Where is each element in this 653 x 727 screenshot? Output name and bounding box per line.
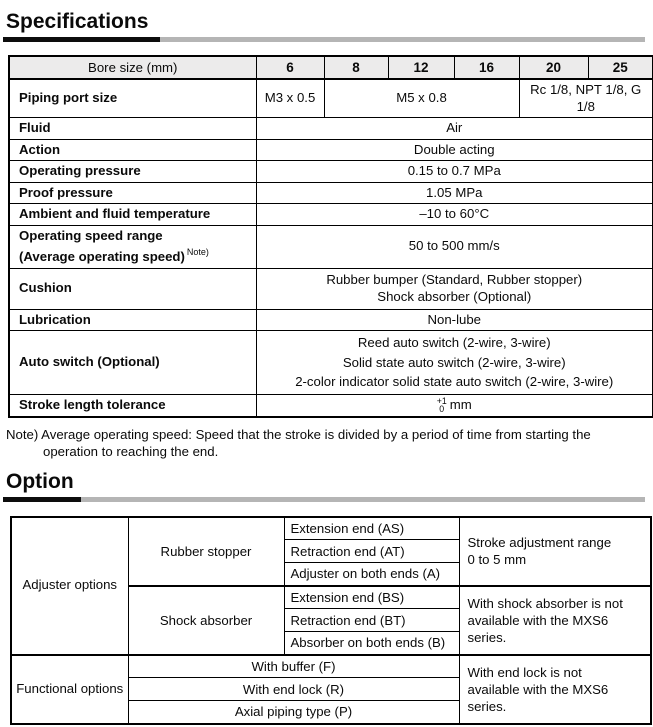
tolerance-stack: +1 0 xyxy=(436,395,447,415)
option-row xyxy=(11,655,651,678)
bore-size-25: 25 xyxy=(588,56,653,79)
tolerance-unit: mm xyxy=(449,396,472,412)
option-row xyxy=(11,517,651,540)
option-item: Adjuster on both ends (A) xyxy=(284,563,459,586)
option-item: Retraction end (BT) xyxy=(284,609,459,632)
temperature-row xyxy=(9,204,653,226)
option-item: With buffer (F) xyxy=(128,655,459,678)
operating-pressure-label: Operating pressure xyxy=(9,161,256,183)
lubrication-value: Non-lube xyxy=(256,309,653,331)
proof-pressure-row xyxy=(9,182,653,204)
bore-size-label: Bore size (mm) xyxy=(9,56,256,79)
lubrication-row xyxy=(9,309,653,331)
temperature-label: Ambient and fluid temperature xyxy=(9,204,256,226)
action-value: Double acting xyxy=(256,139,653,161)
spec-footnote-line1: Note) Average operating speed: Speed that the stroke is divided by a period of time from starting the xyxy=(6,426,591,442)
option-item: With end lock (R) xyxy=(128,678,459,701)
shock-absorber-note-cell: With shock absorber is not available with the MXS6 series. xyxy=(459,586,651,655)
piping-port-size-bore20-25: Rc 1/8, NPT 1/8, G 1/8 xyxy=(519,79,653,118)
stroke-tolerance-row xyxy=(9,394,653,417)
operating-speed-label-line2: (Average operating speed) $^{Note)}$ xyxy=(19,247,209,264)
bore-size-6: 6 xyxy=(256,56,324,79)
auto-switch-value: Reed auto switch (2-wire, 3-wire) Solid state auto switch (2-wire, 3-wire) 2-color indicator solid state auto switch (2-wire, 3-wire) xyxy=(256,331,653,395)
cushion-label: Cushion xyxy=(9,268,256,309)
shock-absorber-cell: Shock absorber xyxy=(128,586,284,655)
fluid-value: Air xyxy=(256,118,653,140)
option-item: Retraction end (AT) xyxy=(284,540,459,563)
bore-size-20: 20 xyxy=(519,56,588,79)
stroke-tolerance-label: Stroke length tolerance xyxy=(9,394,256,417)
cushion-value: Rubber bumper (Standard, Rubber stopper) Shock absorber (Optional) xyxy=(256,268,653,309)
spec-footnote-line2: operation to reaching the end. xyxy=(43,443,219,459)
bore-size-8: 8 xyxy=(324,56,388,79)
adjuster-options-cell: Adjuster options xyxy=(11,517,128,655)
option-table xyxy=(10,516,652,725)
fluid-row xyxy=(9,118,653,140)
option-heading: Option xyxy=(6,469,74,493)
operating-pressure-value: 0.15 to 0.7 MPa xyxy=(256,161,653,183)
spec-footnote xyxy=(6,426,653,460)
option-item: Absorber on both ends (B) xyxy=(284,632,459,655)
specifications-heading-rule xyxy=(3,37,645,42)
bore-size-16: 16 xyxy=(454,56,519,79)
stroke-tolerance-value xyxy=(256,394,653,417)
bore-size-header-row xyxy=(9,56,653,79)
proof-pressure-value: 1.05 MPa xyxy=(256,182,653,204)
auto-switch-label: Auto switch (Optional) xyxy=(9,331,256,395)
operating-pressure-row xyxy=(9,161,653,183)
specifications-heading: Specifications xyxy=(6,10,149,33)
proof-pressure-label: Proof pressure xyxy=(9,182,256,204)
option-heading-rule xyxy=(3,497,645,502)
bore-size-12: 12 xyxy=(388,56,454,79)
stroke-adjustment-note-cell: Stroke adjustment range 0 to 5 mm xyxy=(459,517,651,586)
specifications-table xyxy=(8,55,653,418)
operating-speed-label xyxy=(9,225,256,268)
action-row xyxy=(9,139,653,161)
cushion-row xyxy=(9,268,653,309)
piping-port-size-row xyxy=(9,79,653,118)
end-lock-note-cell: With end lock is not available with the MXS6 series. xyxy=(459,655,651,724)
operating-speed-value: 50 to 500 mm/s xyxy=(256,225,653,268)
auto-switch-row xyxy=(9,331,653,395)
option-item: Extension end (AS) xyxy=(284,517,459,540)
action-label: Action xyxy=(9,139,256,161)
lubrication-label: Lubrication xyxy=(9,309,256,331)
operating-speed-label-line1: Operating speed range xyxy=(19,227,163,243)
rubber-stopper-cell: Rubber stopper xyxy=(128,517,284,586)
datasheet-page xyxy=(0,10,653,725)
temperature-value: –10 to 60°C xyxy=(256,204,653,226)
rule-black-segment xyxy=(3,497,81,502)
piping-port-size-label: Piping port size xyxy=(9,79,256,118)
piping-port-size-bore8-16: M5 x 0.8 xyxy=(324,79,519,118)
option-item: Extension end (BS) xyxy=(284,586,459,609)
option-item: Axial piping type (P) xyxy=(128,701,459,724)
operating-speed-row xyxy=(9,225,653,268)
note-reference: Note) xyxy=(186,247,209,257)
functional-options-cell: Functional options xyxy=(11,655,128,724)
piping-port-size-bore6: M3 x 0.5 xyxy=(256,79,324,118)
fluid-label: Fluid xyxy=(9,118,256,140)
rule-black-segment xyxy=(3,37,160,42)
